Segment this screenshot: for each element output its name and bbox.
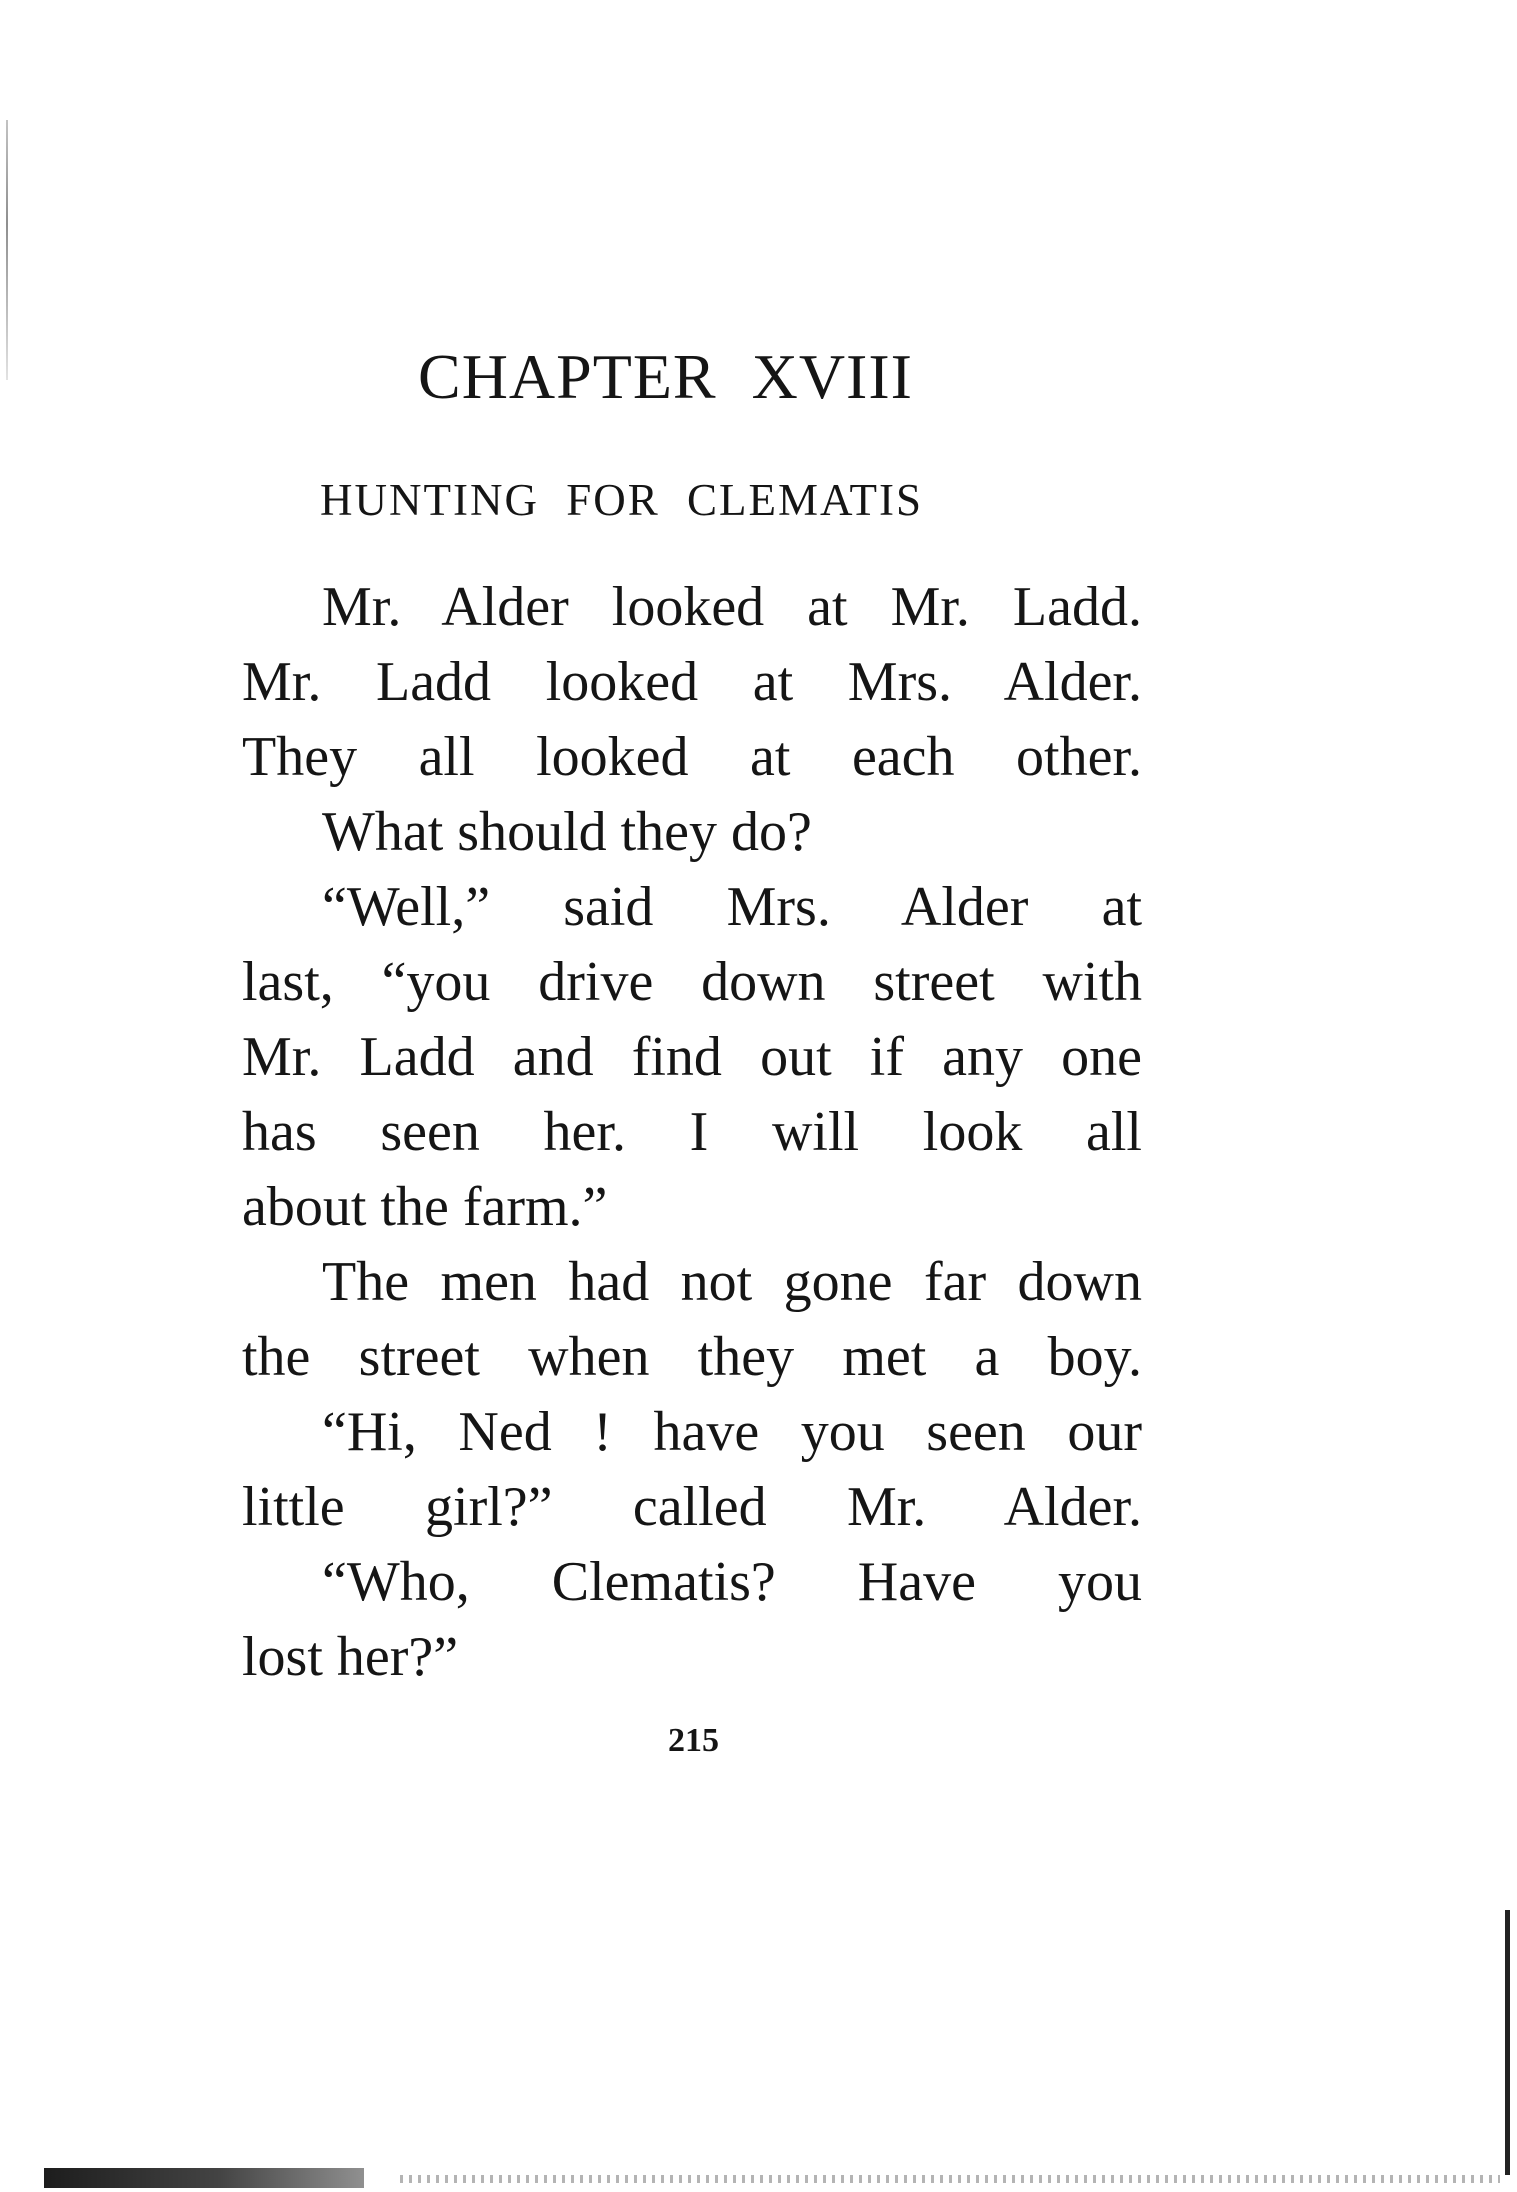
text-line: last, “you drive down street with bbox=[242, 951, 1142, 1013]
scan-edge-right bbox=[1505, 1910, 1510, 2175]
text-line: has seen her. I will look all bbox=[242, 1101, 1142, 1163]
chapter-subtitle: HUNTING FOR CLEMATIS bbox=[320, 475, 924, 525]
body-text bbox=[242, 570, 1142, 1695]
text-line: “Well,” said Mrs. Alder at bbox=[322, 876, 1142, 938]
text-line: “Hi, Ned ! have you seen our bbox=[322, 1401, 1142, 1463]
text-line: lost her?” bbox=[242, 1626, 459, 1688]
text-line: “Who, Clematis? Have you bbox=[322, 1551, 1142, 1613]
text-line: The men had not gone far down bbox=[322, 1251, 1142, 1313]
scan-edge-left bbox=[6, 120, 8, 380]
chapter-title: CHAPTER XVIII bbox=[418, 341, 913, 412]
text-line: Mr. Ladd looked at Mrs. Alder. bbox=[242, 651, 1142, 713]
text-line: Mr. Ladd and find out if any one bbox=[242, 1026, 1142, 1088]
text-line: little girl?” called Mr. Alder. bbox=[242, 1476, 1142, 1538]
scan-bottom-dots bbox=[400, 2175, 1500, 2183]
text-line: about the farm.” bbox=[242, 1176, 608, 1238]
text-line: They all looked at each other. bbox=[242, 726, 1142, 788]
text-line: the street when they met a boy. bbox=[242, 1326, 1142, 1388]
text-line: What should they do? bbox=[322, 801, 812, 863]
page-number: 215 bbox=[668, 1722, 719, 1759]
scan-bottom-bar bbox=[44, 2168, 364, 2188]
text-line: Mr. Alder looked at Mr. Ladd. bbox=[322, 576, 1142, 638]
